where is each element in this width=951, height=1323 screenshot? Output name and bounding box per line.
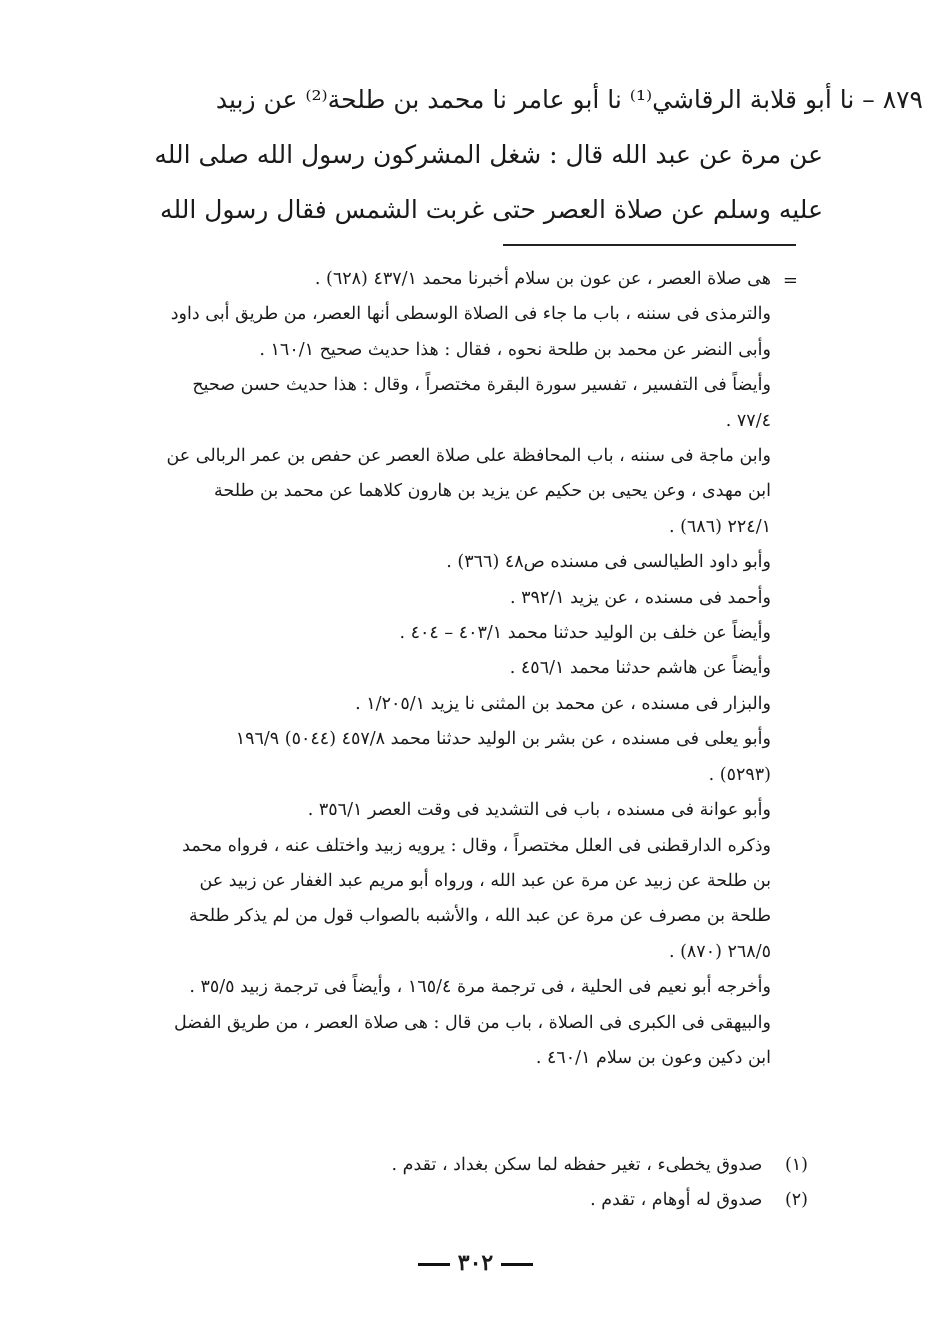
page-number-dash <box>418 1263 450 1266</box>
footnote-line: ٢٢٤/١ (٦٨٦) . <box>668 516 771 537</box>
narrator-notes <box>128 1148 808 1218</box>
page-number <box>0 1250 951 1276</box>
hadith-line: ٨٧٩ – نا أبو قلابة الرقاشي⁽¹⁾ نا أبو عامر نا محمد بن طلحة⁽²⁾ عن زبيد <box>215 85 923 114</box>
footnote-line: وأيضاً فى التفسير ، تفسير سورة البقرة مختصراً ، وقال : هذا حديث حسن صحيح <box>192 375 771 396</box>
footnote-line: وذكره الدارقطنى فى العلل مختصراً ، وقال : يرويه زبيد واختلف عنه ، فرواه محمد <box>182 835 771 856</box>
footnote-line: ٢٦٨/٥ (٨٧٠) . <box>668 941 771 962</box>
footnote-line: والبيهقى فى الكبرى فى الصلاة ، باب من قال : هى صلاة العصر ، من طريق الفضل <box>173 1012 771 1033</box>
footnote-divider <box>503 244 796 246</box>
footnote-line: وأيضاً عن خلف بن الوليد حدثنا محمد ٤٠٣/١ – ٤٠٤ . <box>399 623 771 644</box>
footnote-line: والبزار فى مسنده ، عن محمد بن المثنى نا يزيد ١/٢٠٥/١ . <box>355 693 771 714</box>
footnote-line: بن طلحة عن زبيد عن مرة عن عبد الله ، ورواه أبو مريم عبد الغفار عن زبيد عن <box>199 870 771 891</box>
narrator-note <box>128 1183 808 1218</box>
continuation-mark: = <box>782 270 798 291</box>
footnote-line: وأيضاً عن هاشم حدثنا محمد ٤٥٦/١ . <box>509 658 771 679</box>
footnote-line: هى صلاة العصر ، عن عون بن سلام أخبرنا محمد ٤٣٧/١ (٦٢٨) . <box>314 269 771 289</box>
hadith-line: عليه وسلم عن صلاة العصر حتى غربت الشمس فقال رسول الله <box>160 195 823 224</box>
footnote-line: وأحمد فى مسنده ، عن يزيد ٣٩٢/١ . <box>509 587 771 608</box>
note-text: صدوق يخطىء ، تغير حفظه لما سكن بغداد ، تقدم . <box>391 1155 763 1175</box>
page-number-dash <box>501 1263 533 1266</box>
footnote-line: ٧٧/٤ . <box>725 410 771 431</box>
footnote-line: طلحة بن مصرف عن مرة عن عبد الله ، والأشبه بالصواب قول من لم يذكر طلحة <box>189 906 771 927</box>
footnote-line: (٥٢٩٣) . <box>708 764 771 785</box>
note-text: صدوق له أوهام ، تقدم . <box>590 1190 763 1210</box>
footnote-line: وأبى النضر عن محمد بن طلحة نحوه ، فقال : هذا حديث صحيح ١٦٠/١ . <box>259 339 771 360</box>
footnote-line: والترمذى فى سننه ، باب ما جاء فى الصلاة الوسطى أنها العصر، من طريق أبى داود <box>170 304 771 325</box>
footnote-line: وأبو عوانة فى مسنده ، باب فى التشديد فى وقت العصر ٣٥٦/١ . <box>307 800 771 821</box>
footnote-line: ابن دكين وعون بن سلام ٤٦٠/١ . <box>535 1047 771 1068</box>
page-number-value: ٣٠٢ <box>457 1250 494 1276</box>
note-number: (٢) <box>784 1190 808 1210</box>
footnote-line: ابن مهدى ، وعن يحيى بن حكيم عن يزيد بن هارون كلاهما عن محمد بن طلحة <box>214 481 771 502</box>
footnote-line: وأبو يعلى فى مسنده ، عن بشر بن الوليد حدثنا محمد ٤٥٧/٨ (٥٠٤٤) ١٩٦/٩ <box>235 729 771 750</box>
narrator-note <box>128 1148 808 1183</box>
footnote-line: وابن ماجة فى سننه ، باب المحافظة على صلاة العصر عن حفص بن عمر الربالى عن <box>166 446 771 467</box>
takhrij-footnotes <box>111 262 771 1076</box>
note-number: (١) <box>784 1155 808 1175</box>
hadith-line: عن مرة عن عبد الله قال : شغل المشركون رسول الله صلى الله <box>154 140 823 169</box>
hadith-text <box>93 72 923 237</box>
footnote-line: وأبو داود الطيالسى فى مسنده ص٤٨ (٣٦٦) . <box>446 552 771 573</box>
footnote-line: وأخرجه أبو نعيم فى الحلية ، فى ترجمة مرة ١٦٥/٤ ، وأيضاً فى ترجمة زبيد ٣٥/٥ . <box>189 977 771 998</box>
